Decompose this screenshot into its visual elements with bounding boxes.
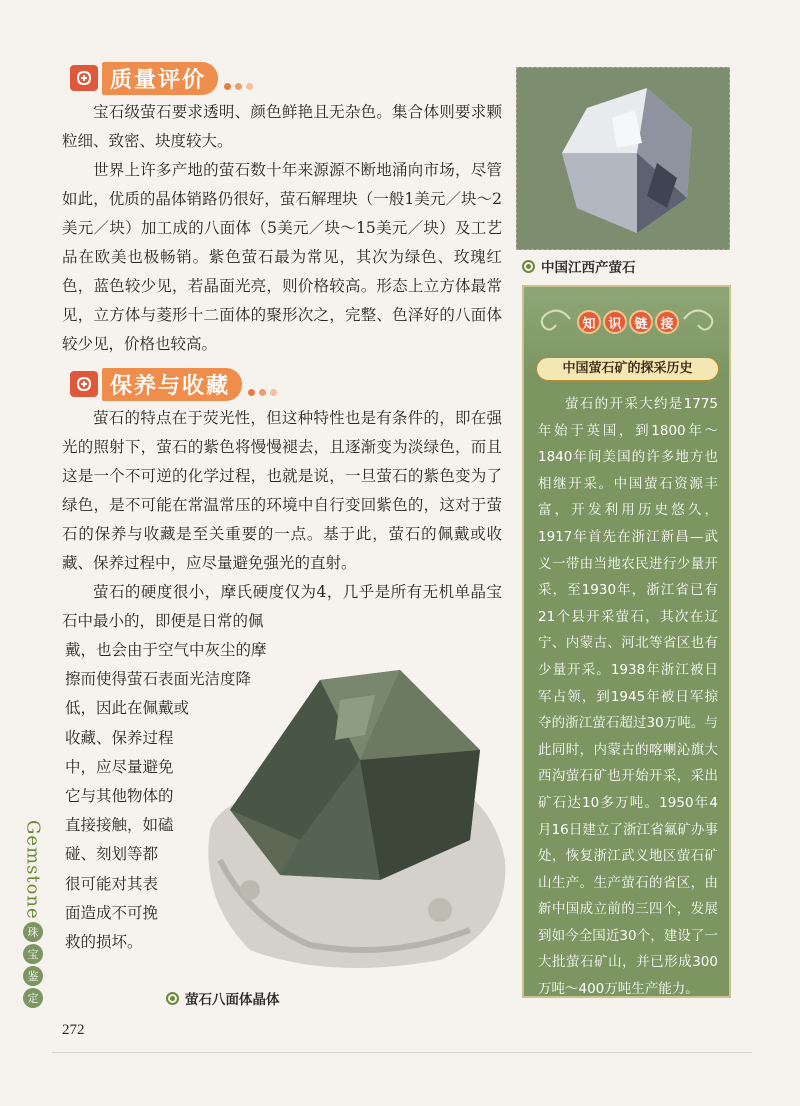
side-tab-word: Gemstone <box>22 820 44 920</box>
text-line: 碰、刻划等都 <box>65 845 159 864</box>
fluorite-octahedron-photo <box>190 660 520 984</box>
side-badge: 鉴 <box>23 966 43 986</box>
section-heading-quality <box>70 62 257 94</box>
badge-char: 知 <box>577 310 601 334</box>
caption-big-photo <box>166 988 280 1008</box>
paragraph: 宝石级萤石要求透明、颜色鲜艳且无杂色。集合体则要求颗粒细、致密、块度较大。 <box>62 103 502 150</box>
text-line: 中，应尽量避免 <box>65 757 174 776</box>
knot-icon <box>70 65 98 91</box>
badge-char: 链 <box>629 310 653 334</box>
side-badge: 珠 <box>23 922 43 942</box>
caption-text: 萤石八面体晶体 <box>185 992 280 1008</box>
section-title: 保养与收藏 <box>102 368 242 401</box>
caption-marker-icon <box>166 992 179 1005</box>
fluorite-photo-jiangxi <box>516 67 730 250</box>
knowledge-link-badge <box>577 310 681 334</box>
flourish-icon <box>530 301 575 337</box>
text-line: 救的损坏。 <box>65 933 143 952</box>
text-line: 直接接触，如磕 <box>65 816 174 835</box>
badge-char: 识 <box>603 310 627 334</box>
text-line: 戴，也会由于空气中灰尘的摩 <box>65 641 267 659</box>
side-badge: 宝 <box>23 944 43 964</box>
badge-char: 接 <box>655 310 679 334</box>
text-line: 低，因此在佩戴或 <box>65 699 190 718</box>
page-number: 272 <box>62 1022 85 1038</box>
decorative-dots <box>248 372 281 396</box>
caption-top-photo <box>522 256 636 276</box>
flourish-icon <box>679 301 724 337</box>
decorative-dots <box>224 66 257 90</box>
footer-divider <box>52 1052 752 1053</box>
text-line: 擦而使得萤石表面光洁度降 <box>65 670 252 689</box>
text-line: 收藏、保养过程 <box>65 728 174 747</box>
caption-marker-icon <box>522 260 535 273</box>
knot-icon <box>70 371 98 397</box>
knowledge-sidebar <box>522 285 731 998</box>
section-title: 质量评价 <box>102 62 218 95</box>
panel-paragraph: 萤石的开采大约是1775年始于英国，到1800年～1840年间美国的许多地方也相继开采。中国萤石资源丰富，开发利用历史悠久，1917年首先在浙江新昌—武义一带由当地农民进行少量开采，至1930年，浙江省已有21个县开采萤石，其次在辽宁、内蒙古、河北等省区也有少量开采。1938年浙江被日军占领，到1945年被日军掠夺的浙江萤石超过30万吨。与此同时，内蒙古的喀喇沁旗大西沟萤石矿也开始开采，采出矿石达10多万吨。1950年4月16日建立了浙江省氟矿办事处，恢复浙江武义地区萤石矿山生产。生产萤石的省区，由新中国成立前的三四个，发展到如今全国近30个，建设了一大批萤石矿山，并已形成300万吨～400万吨生产能力。 <box>538 396 718 998</box>
paragraph: 萤石的特点在于荧光性，但这种特性也是有条件的，即在强光的照射下，萤石的紫色将慢慢褪去，且逐渐变为淡绿色，而且这是一个不可逆的化学过程，也就是说，一旦萤石的紫色变为了绿色，是不可能在常温常压的环境中自行变回紫色的，这对于萤石的保养与收藏是至关重要的一点。基于此，萤石的佩戴或收藏、保养过程中，应尽量避免强光的直射。 <box>62 409 502 572</box>
paragraph: 萤石的硬度很小，摩氏硬度仅为4，几乎是所有无机单晶宝石中最小的，即便是日常的佩 <box>62 583 502 630</box>
section-heading-care <box>70 368 281 400</box>
section-body-care <box>62 404 502 636</box>
caption-text: 中国江西产萤石 <box>541 260 636 276</box>
side-tab <box>22 820 44 1008</box>
panel-body <box>538 391 718 1003</box>
text-line: 面造成不可挽 <box>65 903 159 922</box>
text-line: 很可能对其表 <box>65 874 159 893</box>
text-line: 它与其他物体的 <box>65 787 174 806</box>
section-body-quality <box>62 98 502 359</box>
side-badge: 定 <box>23 988 43 1008</box>
panel-title: 中国萤石矿的探采历史 <box>536 357 719 381</box>
paragraph: 世界上许多产地的萤石数十年来源源不断地涌向市场，尽管如此，优质的晶体销路仍很好，萤石解理块（一般1美元／块～2美元／块）加工成的八面体（5美元／块～15美元／块）及工艺品在欧美也极畅销。紫色萤石最为常见，其次为绿色、玫瑰红色，蓝色较少见，若晶面光亮，则价格较高。形态上立方体最常见，立方体与菱形十二面体的聚形次之，完整、色泽好的八面体较少见，价格也较高。 <box>62 161 502 353</box>
